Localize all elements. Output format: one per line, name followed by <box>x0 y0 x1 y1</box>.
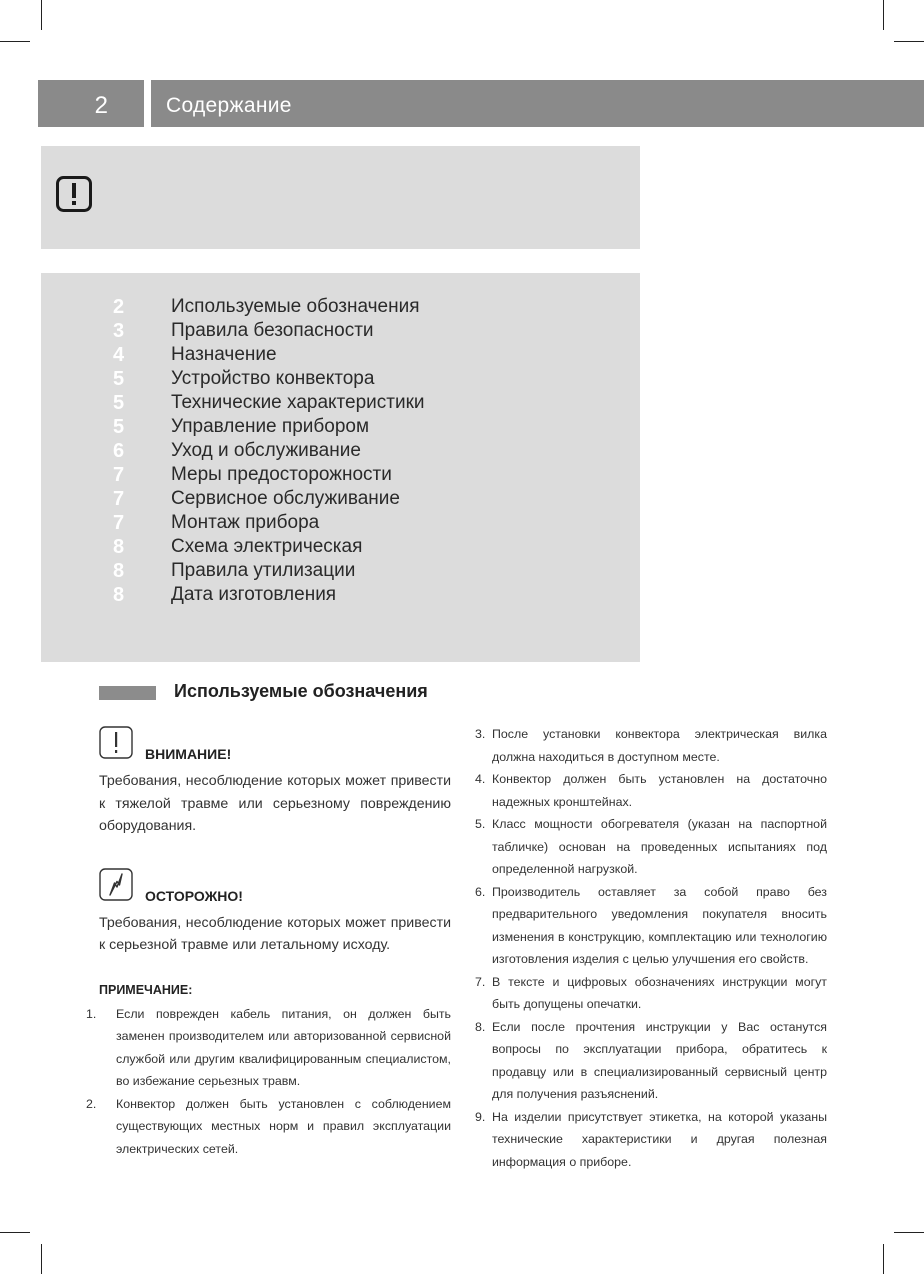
note-label: ПРИМЕЧАНИЕ: <box>99 982 193 997</box>
lightning-icon <box>99 868 133 906</box>
section-marker <box>99 686 156 700</box>
page-header <box>38 80 924 127</box>
contents-page-number: 8 <box>113 536 125 558</box>
contents-page-number: 5 <box>113 416 125 438</box>
caution-heading <box>99 868 451 912</box>
contents-title: Назначение <box>171 344 277 365</box>
exclamation-icon <box>99 726 133 764</box>
list-item: 8. Если после прочтения инструкции у Вас останутся вопросы по эксплуатации прибора, обратитесь к продавцу или в специализированный сервисный центр для получения разъяснений. <box>475 1019 827 1101</box>
contents-box <box>41 273 640 662</box>
contents-page-number: 7 <box>113 512 125 534</box>
contents-page-number: 4 <box>113 344 125 366</box>
right-column <box>475 723 827 1173</box>
header-divider <box>144 80 151 127</box>
contents-page-number: 8 <box>113 584 125 606</box>
page-title: Содержание <box>166 94 292 117</box>
contents-page-number: 7 <box>113 464 125 486</box>
attention-heading <box>99 726 451 770</box>
contents-page-number: 7 <box>113 488 125 510</box>
contents-page-number: 3 <box>113 320 125 342</box>
contents-page-number: 2 <box>113 296 125 318</box>
contents-title: Правила утилизации <box>171 560 356 581</box>
contents-page-number: 5 <box>113 392 125 414</box>
warning-box <box>41 146 640 249</box>
crop-mark <box>894 41 924 42</box>
contents-title: Схема электрическая <box>171 536 363 557</box>
contents-page-number: 8 <box>113 560 125 582</box>
contents-title: Правила безопасности <box>171 320 374 341</box>
contents-title: Монтаж прибора <box>171 512 320 533</box>
list-item: 5. Класс мощности обогревателя (указан на паспортной табличке) основан на проведенных испытаниях под определенной нагрузкой. <box>475 817 827 876</box>
left-column <box>86 726 451 1160</box>
contents-page-number: 5 <box>113 368 125 390</box>
attention-label: ВНИМАНИЕ! <box>145 746 232 762</box>
crop-mark <box>894 1232 924 1233</box>
list-item: 1. Если поврежден кабель питания, он должен быть заменен производителем или авторизованной сервисной службой или другим квалифицированным специалистом, во избежание серьезных травм. <box>86 1006 451 1088</box>
contents-title: Устройство конвектора <box>171 368 375 389</box>
caution-label: ОСТОРОЖНО! <box>145 887 243 904</box>
contents-title: Используемые обозначения <box>171 296 420 317</box>
section-title: Используемые обозначения <box>174 681 428 701</box>
attention-text: Требования, несоблюдение которых может привести к тяжелой травме или серьезному повреждению оборудования. <box>99 773 451 834</box>
crop-mark <box>41 1244 42 1274</box>
crop-mark <box>0 41 30 42</box>
crop-mark <box>0 1232 30 1233</box>
contents-page-number: 6 <box>113 440 125 462</box>
crop-mark <box>883 1244 884 1274</box>
page-number: 2 <box>94 92 108 119</box>
list-item: 3. После установки конвектора электрическая вилка должна находиться в доступном месте. <box>475 727 827 764</box>
contents-title: Управление прибором <box>171 416 370 437</box>
contents-title: Сервисное обслуживание <box>171 488 400 509</box>
notes-list-left <box>86 1003 451 1161</box>
exclamation-icon <box>56 176 92 217</box>
notes-list-right <box>475 723 827 1173</box>
contents-title: Дата изготовления <box>171 584 337 605</box>
crop-mark <box>41 0 42 30</box>
list-item: 2. Конвектор должен быть установлен с соблюдением существующих местных норм и правил эксплуатации электрических сетей. <box>86 1096 451 1156</box>
list-item: 4. Конвектор должен быть установлен на достаточно надежных кронштейнах. <box>475 772 827 809</box>
contents-title: Уход и обслуживание <box>171 440 361 461</box>
list-item: 9. На изделии присутствует этикетка, на которой указаны технические характеристики и другая полезная информация о приборе. <box>475 1109 827 1169</box>
contents-title: Технические характеристики <box>171 392 425 413</box>
list-item: 7. В тексте и цифровых обозначениях инструкции могут быть допущены опечатки. <box>475 974 827 1011</box>
caution-text: Требования, несоблюдение которых может привести к серьезной травме или летальному исходу. <box>99 914 451 953</box>
crop-mark <box>883 0 884 30</box>
list-item: 6. Производитель оставляет за собой право без предварительного уведомления покупателя вносить изменения в конструкцию, комплектацию или технологию изготовления изделия с целью улучшения его свойств. <box>475 884 827 966</box>
contents-title: Меры предосторожности <box>171 464 392 485</box>
